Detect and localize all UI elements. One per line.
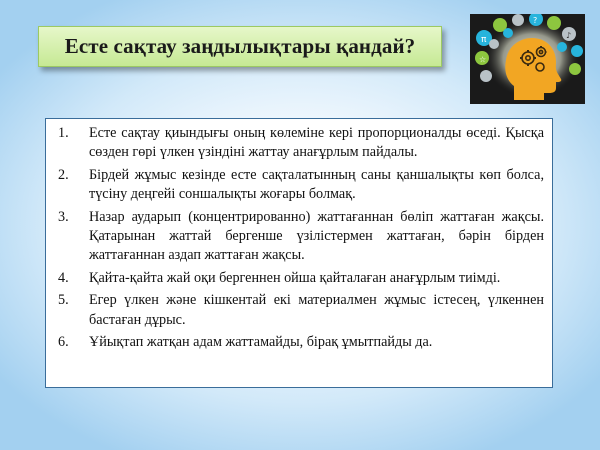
svg-text:π: π (481, 35, 487, 45)
list-item (54, 291, 544, 330)
item-number: 1. (58, 125, 69, 141)
item-number: 4. (58, 269, 69, 286)
svg-text:?: ? (533, 16, 538, 25)
list-item (54, 166, 544, 205)
content-box (45, 118, 553, 388)
list-item (54, 208, 544, 266)
svg-text:☆: ☆ (479, 55, 487, 64)
svg-text:♪: ♪ (566, 31, 572, 40)
item-text: Есте сақтау қиындығы оның көлеміне кері пропорционалды өседі. Қысқа сөзден гөрі үлкен үзіндіні жаттау анағұрлым пайдалы. (89, 125, 544, 161)
item-number: 6. (58, 334, 69, 351)
item-text: Ұйықтап жатқан адам жаттамайды, бірақ ұмытпайды да. (89, 334, 433, 351)
title-box (38, 26, 442, 67)
illustration-svg (470, 14, 585, 104)
item-text: Қайта-қайта жай оқи бергеннен ойша қайталаған анағұрлым тиімді. (89, 269, 501, 286)
item-text: Егер үлкен және кішкентай екі материалмен жұмыс істесең, үлкеннен бастаған дұрыс. (89, 292, 544, 328)
list-item (54, 269, 544, 288)
list-item (54, 124, 544, 163)
item-number: 3. (58, 208, 69, 225)
head-with-gears-icon (470, 14, 585, 104)
numbered-list (54, 124, 544, 352)
item-text: Бірдей жұмыс кезінде есте сақталатынның саны қаншалықты көп болса, түсіну деңгейі соншалықты жоғары болмақ. (89, 166, 544, 203)
list-item (54, 333, 544, 352)
item-number: 5. (58, 292, 69, 309)
slide-title: Есте сақтау заңдылықтары қандай? (64, 34, 416, 58)
item-number: 2. (58, 166, 69, 183)
item-text: Назар аударып (концентрированно) жаттағаннан бөліп жаттаған жақсы. Қатарынан жаттай бергенше үзілістермен жаттаған, бәрін бірден жаттағаннан аздап жаттаған жақсы. (89, 208, 544, 264)
